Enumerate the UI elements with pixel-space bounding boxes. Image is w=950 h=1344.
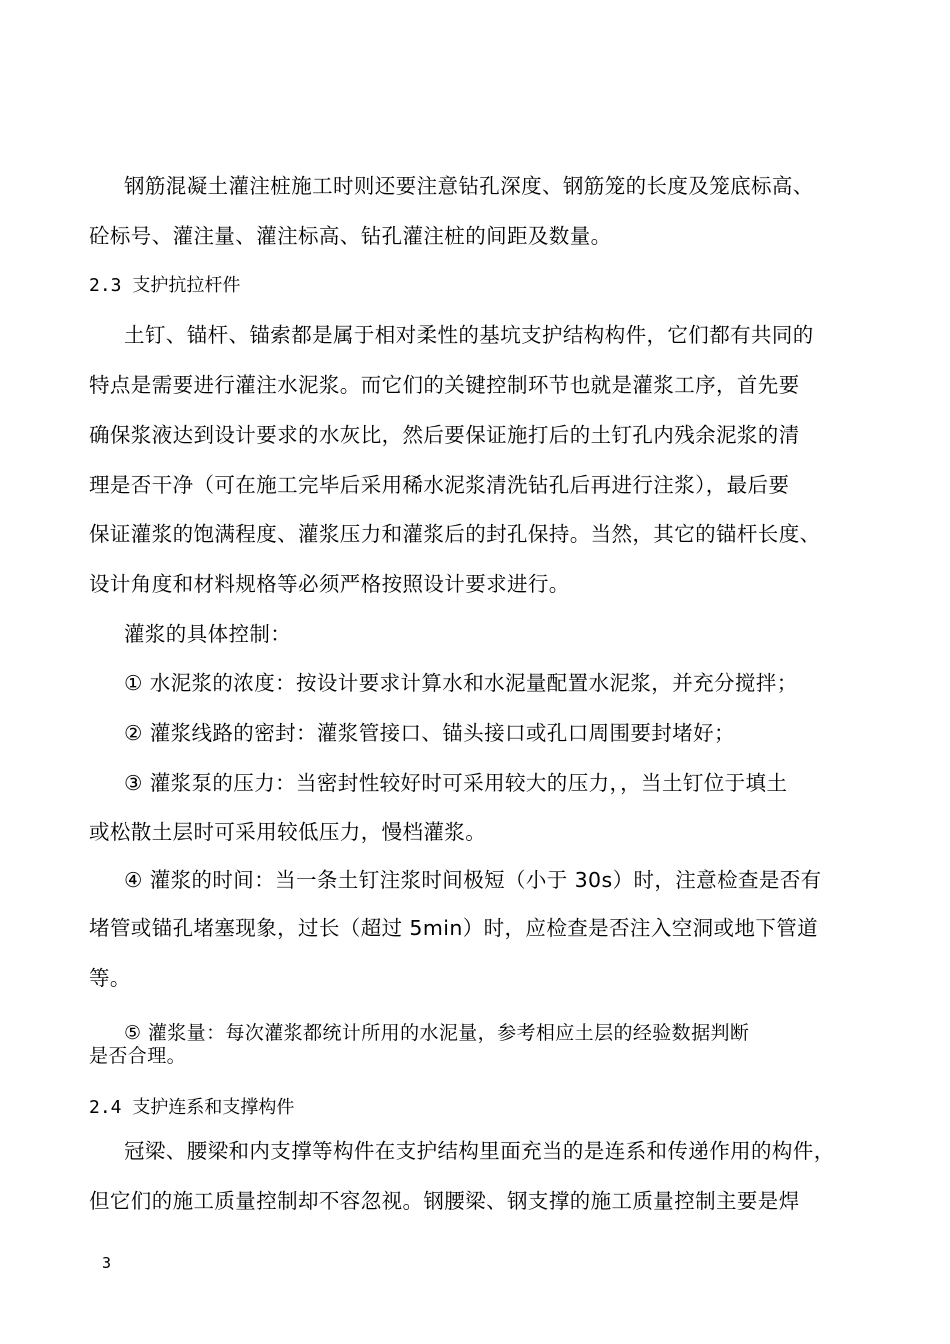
paragraph-line: 设计角度和材料规格等必须严格按照设计要求进行。	[89, 572, 570, 596]
page-number: 3	[102, 1254, 112, 1272]
paragraph-line: 但它们的施工质量控制却不容忽视。钢腰梁、钢支撑的施工质量控制主要是焊	[89, 1189, 800, 1213]
paragraph-line: 等。	[89, 966, 131, 990]
paragraph-line: 特点是需要进行灌注水泥浆。而它们的关键控制环节也就是灌浆工序，首先要	[89, 373, 800, 397]
list-item: ③ 灌浆泵的压力：当密封性较好时可采用较大的压力，，当土钉位于填土	[124, 771, 788, 795]
paragraph-line: 堵管或锚孔堵塞现象，过长（超过 5min）时，应检查是否注入空洞或地下管道	[89, 916, 819, 940]
section-heading: 2.3 支护抗拉杆件	[89, 275, 241, 296]
section-heading: 2.4 支护连系和支撑构件	[89, 1097, 295, 1118]
paragraph-line: 是否合理。	[89, 1045, 187, 1067]
list-item: ④ 灌浆的时间：当一条土钉注浆时间极短（小于 30s）时，注意检查是否有	[124, 868, 822, 892]
paragraph-line: 冠梁、腰梁和内支撑等构件在支护结构里面充当的是连系和传递作用的构件，	[124, 1139, 835, 1163]
list-item: ⑤ 灌浆量：每次灌浆都统计所用的水泥量，参考相应土层的经验数据判断	[124, 1022, 750, 1044]
paragraph-line: 保证灌浆的饱满程度、灌浆压力和灌浆后的封孔保持。当然，其它的锚杆长度、	[89, 522, 821, 546]
paragraph-line: 理是否干净（可在施工完毕后采用稀水泥浆清洗钻孔后再进行注浆），最后要	[89, 473, 790, 497]
paragraph-line: 或松散土层时可采用较低压力，慢档灌浆。	[89, 820, 487, 844]
paragraph-line: 砼标号、灌注量、灌注标高、钻孔灌注桩的间距及数量。	[89, 224, 612, 248]
paragraph-line: 灌浆的具体控制：	[124, 622, 292, 646]
paragraph-line: 钢筋混凝土灌注桩施工时则还要注意钻孔深度、钢筋笼的长度及笼底标高、	[124, 174, 814, 198]
paragraph-line: 土钉、锚杆、锚索都是属于相对柔性的基坑支护结构构件，它们都有共同的	[124, 323, 814, 347]
list-item: ① 水泥浆的浓度：按设计要求计算水和水泥量配置水泥浆，并充分搅拌；	[124, 671, 798, 695]
paragraph-line: 确保浆液达到设计要求的水灰比，然后要保证施打后的土钉孔内残余泥浆的清	[89, 423, 800, 447]
list-item: ② 灌浆线路的密封：灌浆管接口、锚头接口或孔口周围要封堵好；	[124, 721, 735, 745]
